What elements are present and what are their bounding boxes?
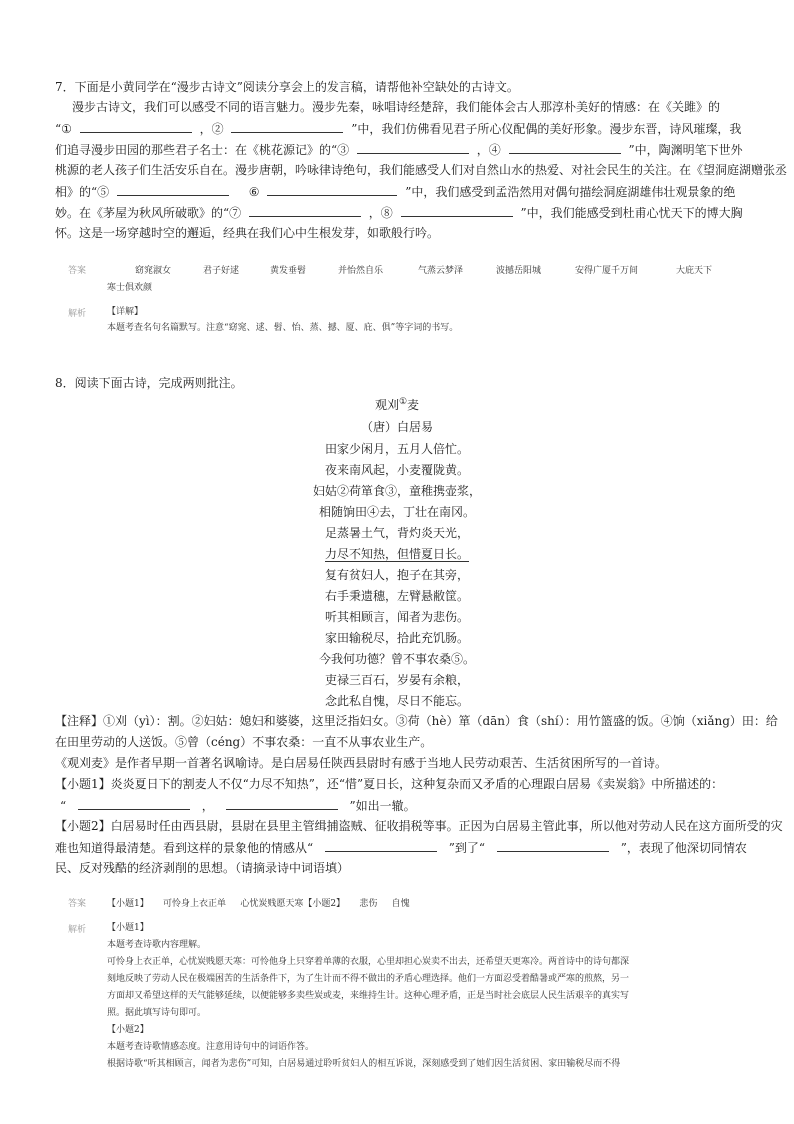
q7-answer-1: 窈窕淑女 [135, 266, 172, 276]
poem-line: 右手秉遗穗，左臂悬敝筐。 [324, 589, 469, 603]
q7-answer-6: 波撼岳阳城 [496, 266, 542, 276]
poem-line: 家田输税尽，拾此充饥肠。 [324, 631, 469, 645]
q8-analysis-line: 方面却又希望这样的天气能够延续，以便能够多卖些炭或麦，来维持生计。这种心理矛盾，正是当时社会底层人民生活艰辛的真实写 [107, 991, 630, 1001]
q8-analysis-line: 根据诗歌“听其相顾言，闻者为悲伤”可知，白居易通过聆听贫妇人的相互诉说，深刻感受到了她们因生活贫困、家田输税尽而不得 [107, 1059, 621, 1069]
q7-text: 妙。在《茅屋为秋风所破歌》的“⑦ [55, 206, 242, 220]
notes-line2: 在田里劳动的人送饭。⑤曾（céng）不事农桑：一直不从事农业生产。 [55, 735, 433, 749]
poem-line: 复有贫妇人，抱子在其旁， [324, 568, 469, 582]
q7-para-line2 [55, 121, 741, 136]
q8-text: ”，表现了他深切同情农 [620, 841, 747, 855]
poem-line: 夜来南风起，小麦覆陇黄。 [324, 463, 469, 477]
q7-text: 相》的“⑤ [55, 185, 110, 199]
q8-analysis-line: 可怜身上衣正单，心忧炭贱愿天寒：可怜他身上只穿着单薄的衣服，心里却担心炭卖不出去，还希望天更寒冷。两首诗中的诗句都深 [107, 957, 630, 967]
poem-line: 念此私自愧，尽日不能忘。 [324, 694, 469, 708]
q7-para-line3 [55, 142, 743, 157]
q8-title: 8．阅读下面古诗，完成两则批注。 [55, 376, 243, 390]
sub2-line2 [55, 840, 747, 855]
blank-1[interactable] [80, 121, 192, 133]
sub1-line1: 【小题1】炎炎夏日下的割麦人不仅“力尽不知热”，还“惜”夏日长，这种复杂而又矛盾的心理跟白居易《卖炭翁》中所描述的： [55, 777, 724, 791]
blank-5[interactable] [117, 184, 229, 196]
sub2-line3: 民、反对残酷的经济剥削的思想。（请摘录诗中词语填） [55, 861, 350, 875]
q8-analysis-line: 照。据此填写诗句即可。 [107, 1008, 207, 1018]
poem-line: 吏禄三百石，岁晏有余粮， [324, 673, 469, 687]
q8-analysis-head-1: 【小题1】 [107, 923, 149, 933]
poem-line-text: 力尽不知热，但惜夏日长。 [324, 547, 469, 561]
blank-7[interactable] [249, 205, 361, 217]
q7-text: ，④ [476, 143, 501, 157]
blank-8[interactable] [401, 205, 513, 217]
notes-line1: 【注释】①刈（yì）：割。②妇姑：媳妇和婆婆，这里泛指妇女。③荷（hè）箪（dān）食（shí）：用竹篮盛的饭。④饷（xiǎng）田：给 [55, 714, 778, 728]
q8-text: ”如出一辙。 [349, 799, 416, 813]
q7-answer-5: 气蒸云梦泽 [418, 266, 464, 276]
poem-line: 田家少闲月，五月人倍忙。 [324, 442, 469, 456]
q8-analysis-line: 本题考查诗歌情感态度。注意用诗句中的词语作答。 [107, 1042, 315, 1052]
q7-answer-7: 安得广厦千万间 [575, 266, 639, 276]
q7-title: 7．下面是小黄同学在“漫步古诗文”阅读分享会上的发言稿，请帮他补空缺处的古诗文。 [55, 80, 519, 94]
q7-text: ”中，我们能感受到杜甫心忧天下的博大胸 [520, 206, 743, 220]
answer-label: 答案 [68, 266, 87, 276]
sub1-line2 [60, 798, 416, 813]
notes-line3: 《观刈麦》是作者早期一首著名讽喻诗。是白居易任陕西县尉时有感于当地人民劳动艰苦、生活贫困所写的一首诗。 [55, 756, 668, 770]
blank-4[interactable] [509, 142, 621, 154]
q8-analysis-line: 刻地反映了劳动人民在极端困苦的生活条件下，为了生计而不得不做出的矛盾心理选择。他们一方面忍受着酷暑或严寒的煎熬，另一 [107, 974, 630, 984]
analysis-label: 解析 [68, 925, 87, 935]
poem-author: （唐）白居易 [360, 420, 433, 434]
poem-title-text: 观刈 [374, 398, 399, 412]
note-marker: ① [398, 397, 408, 407]
analysis-label: 解析 [68, 309, 87, 319]
q7-answer-8-cont: 寒士俱欢颜 [107, 283, 153, 293]
poem-line: 相随饷田④去，丁壮在南冈。 [318, 505, 475, 519]
q7-text: ，⑧ [368, 206, 393, 220]
blank-3[interactable] [357, 142, 469, 154]
q7-answer-2: 君子好逑 [203, 266, 240, 276]
sub2-line1: 【小题2】白居易时任由西县尉，县尉在县里主管缉捕盗贼、征收捐税等事。正因为白居易主管此事，所以他对劳动人民在这方面所受的灾 [55, 819, 783, 833]
poem-title-text: 麦 [407, 398, 420, 412]
blank-sub1-a[interactable] [78, 798, 190, 810]
poem-line: 听其相顾言，闻者为悲伤。 [324, 610, 469, 624]
q7-para-line1: 漫步古诗文，我们可以感受不同的语言魅力。漫步先秦，咏唱诗经楚辞，我们能体会古人那淳朴美好的情感：在《关雎》的 [72, 100, 721, 114]
q7-para-line7: 怀。这是一场穿越时空的邂逅，经典在我们心中生根发芽，如歌般行吟。 [55, 226, 440, 240]
q8-analysis-head-2: 【小题2】 [107, 1025, 149, 1035]
q8-text: “ [60, 799, 67, 813]
q7-answer-8: 大庇天下 [676, 266, 713, 276]
q7-text: ”中，我们感受到孟浩然用对偶句描绘洞庭湖雄伟壮观景象的绝 [405, 185, 736, 199]
q8-text: 难也知道得最清楚。看到这样的景象他的情感从“ [55, 841, 314, 855]
q7-para-line6 [55, 205, 743, 220]
q7-para-line5 [55, 184, 735, 199]
poem-line: 足蒸暑土气，背灼炎天光， [324, 526, 469, 540]
blank-sub2-a[interactable] [325, 840, 437, 852]
q7-text: ⑥ [248, 185, 260, 199]
q7-text: 们追寻漫步田园的那些君子名士：在《桃花源记》的“③ [55, 143, 350, 157]
q7-text: “① [55, 122, 72, 136]
poem-line-underlined [0, 545, 794, 562]
q8-text: ， [201, 799, 214, 813]
q7-analysis-text: 本题考查名句名篇默写。注意“窈窕、逑、髫、怡、蒸、撼、厦、庇、俱”等字词的书写。 [107, 323, 459, 333]
blank-6[interactable] [267, 184, 397, 196]
poem-line: 今我何功德？曾不事农桑⑤。 [318, 652, 475, 666]
q7-para-line4: 桃源的老人孩子们生活安乐自在。漫步唐朝，吟咏律诗绝句，我们能感受人们对自然山水的热爱、对社会民生的关注。在《望洞庭湖赠张丞 [55, 163, 788, 177]
q7-text: ”中，陶渊明笔下世外 [628, 143, 743, 157]
q7-text: ，② [199, 122, 224, 136]
q7-answer-3: 黄发垂髫 [270, 266, 307, 276]
q7-answer-4: 并怡然自乐 [338, 266, 384, 276]
q7-text: ”中，我们仿佛看见君子所心仪配偶的美好形象。漫步东晋，诗风璀璨，我 [351, 122, 742, 136]
q7-analysis-head: 【详解】 [107, 307, 144, 317]
q8-analysis-line: 本题考查诗歌内容理解。 [107, 940, 207, 950]
poem-line: 妇姑②荷箪食③，童稚携壶浆， [312, 484, 481, 498]
poem-title [0, 396, 794, 413]
blank-sub2-b[interactable] [497, 840, 609, 852]
blank-2[interactable] [231, 121, 343, 133]
answer-label: 答案 [68, 899, 87, 909]
blank-sub1-b[interactable] [226, 798, 338, 810]
q8-text: ”到了“ [448, 841, 486, 855]
q8-answer: 【小题1】 可怜身上衣正单 心忧炭贱愿天寒【小题2】 悲伤 自愧 [107, 899, 410, 909]
